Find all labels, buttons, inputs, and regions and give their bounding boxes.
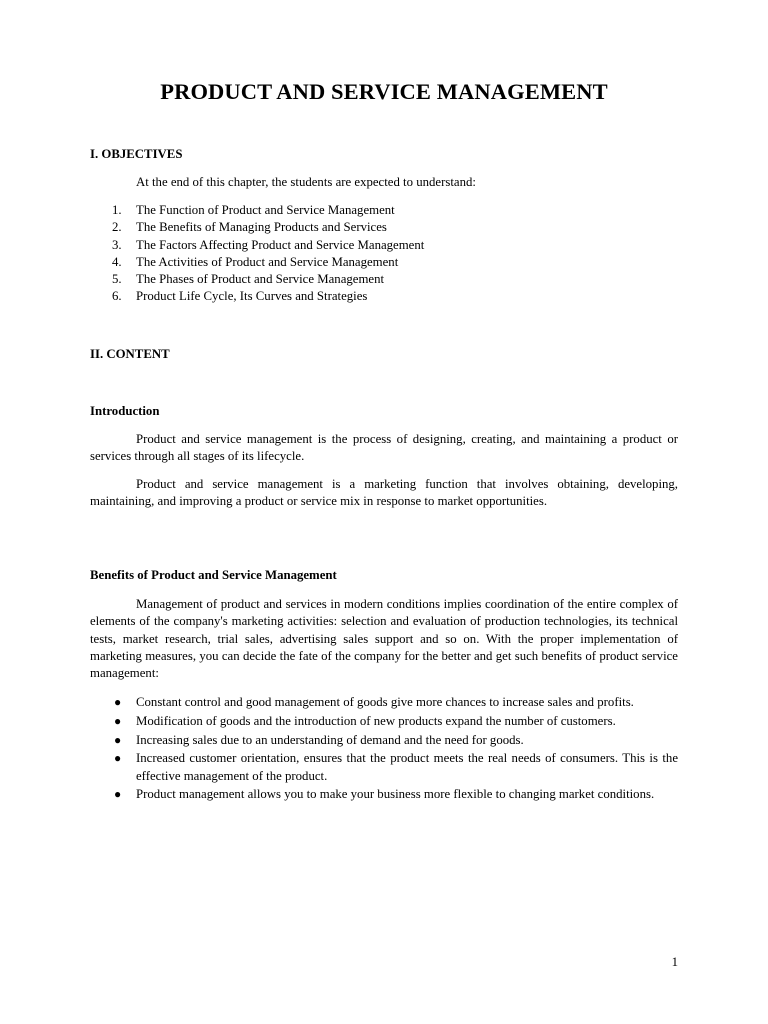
bullet-icon: ● <box>114 751 122 766</box>
list-item: 2. The Benefits of Managing Products and Services <box>112 220 387 235</box>
bullet-icon: ● <box>114 713 122 728</box>
list-item: ● Constant control and good management of goods give more chances to increase sales and profits. <box>90 694 678 711</box>
list-item: 4. The Activities of Product and Service Management <box>112 254 399 269</box>
benefits-list <box>90 694 678 805</box>
list-item: ● Increased customer orientation, ensures that the product meets the real needs of consumers. This is the effective management of the product. <box>114 751 678 783</box>
objectives-intro: At the end of this chapter, the students are expected to understand: <box>136 175 476 189</box>
content-heading: II. CONTENT <box>90 347 170 361</box>
introduction-paragraph-2: Product and service management is a marketing function that involves obtaining, developing, maintaining, and improving a product or service mix in response to market opportunities. <box>90 477 678 509</box>
benefits-heading: Benefits of Product and Service Management <box>90 568 337 582</box>
bullet-icon: ● <box>114 732 122 747</box>
introduction-heading: Introduction <box>90 404 160 418</box>
list-item: 3. The Factors Affecting Product and Service Management <box>112 237 425 252</box>
list-item: 1. The Function of Product and Service Management <box>112 203 395 217</box>
bullet-icon: ● <box>114 787 122 802</box>
benefits-paragraph: Management of product and services in modern conditions implies coordination of the entire complex of elements of the company's marketing activities: selection and evaluation of production technologies, its technical tests, market research, trial sales, advertising sales support and so on. With the proper implementation of marketing measures, you can decide the fate of the company for the better and get such benefits of product service management: <box>90 597 678 681</box>
list-item: ● Increasing sales due to an understanding of demand and the need for goods. <box>90 732 678 749</box>
objectives-list <box>90 202 678 306</box>
introduction-paragraph-1: Product and service management is the process of designing, creating, and maintaining a product or services through all stages of its lifecycle. <box>90 432 678 464</box>
list-item: ● Modification of goods and the introduction of new products expand the number of customers. <box>90 713 678 730</box>
page-title: PRODUCT AND SERVICE MANAGEMENT <box>160 79 608 104</box>
page-number: 1 <box>671 955 678 969</box>
bullet-icon: ● <box>114 695 122 709</box>
list-item: 5. The Phases of Product and Service Management <box>112 272 385 287</box>
objectives-heading: I. OBJECTIVES <box>90 147 183 161</box>
list-item: 6. Product Life Cycle, Its Curves and Strategies <box>112 289 368 304</box>
list-item: ● Product management allows you to make your business more flexible to changing market conditions. <box>90 786 678 803</box>
